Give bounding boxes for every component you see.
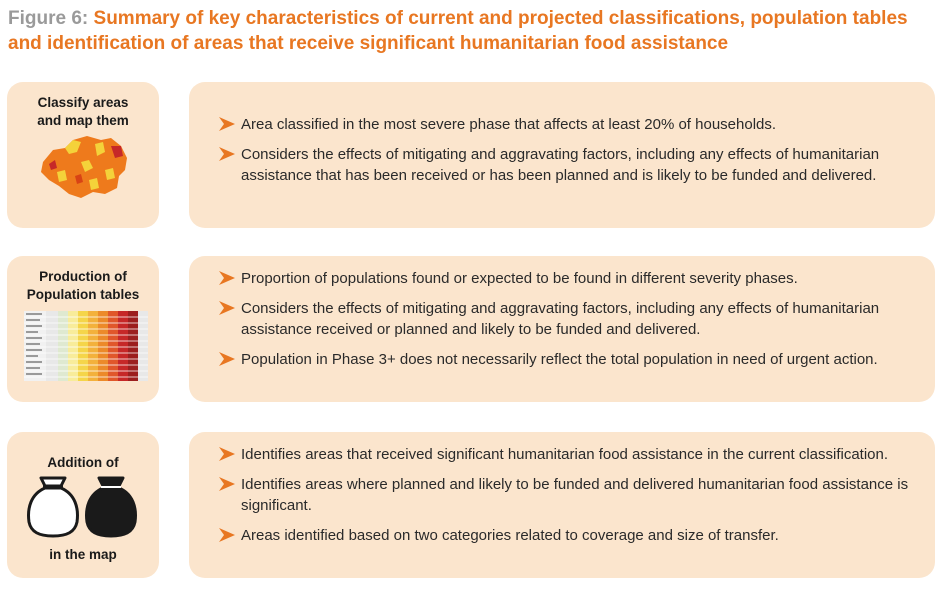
arrow-bullet-icon [219, 528, 235, 542]
bullet-text: Considers the effects of mitigating and aggravating factors, including any effects of humanitarian assistance that has been received or has been planned and is likely to be funded and delivered. [241, 146, 880, 184]
bullet-item [219, 349, 915, 370]
bullet-item [219, 298, 915, 340]
left-panel-title: Addition of [47, 455, 119, 470]
bullet-text: Identifies areas that received significant humanitarian food assistance in the current classification. [241, 446, 889, 463]
bullet-item [219, 114, 915, 135]
left-panel-bottom-label: in the map [49, 547, 117, 562]
bullet-item [219, 474, 915, 516]
bullet-text: Proportion of populations found or expected to be found in different severity phases. [241, 270, 798, 287]
right-panel-classify [189, 82, 935, 228]
bullet-item [219, 144, 915, 186]
row-classify-areas [7, 82, 935, 228]
row-population-tables [7, 256, 935, 402]
right-panel-population [189, 256, 935, 402]
arrow-bullet-icon [219, 352, 235, 366]
bullet-item [219, 268, 915, 289]
row-food-assistance [7, 432, 935, 578]
left-panel-title: Production of Population tables [26, 269, 140, 302]
left-panel-classify [7, 82, 159, 228]
black-food-bag-icon [87, 478, 136, 536]
figure-label: Figure 6: [8, 8, 89, 29]
figure-title-text: Summary of key characteristics of current and projected classifications, population tables and identification of areas that receive significant humanitarian food assistance [8, 8, 908, 54]
right-panel-food-assistance [189, 432, 935, 578]
bullet-item [219, 444, 915, 465]
left-panel-population [7, 256, 159, 402]
arrow-bullet-icon [219, 147, 235, 161]
bullet-text: Considers the effects of mitigating and aggravating factors, including any effects of humanitarian assistance received or planned and likely to be funded and delivered. [241, 300, 880, 338]
bullet-item [219, 525, 915, 546]
population-table-icon [24, 311, 148, 381]
figure-title [8, 6, 938, 56]
arrow-bullet-icon [219, 301, 235, 315]
bullet-text: Areas identified based on two categories related to coverage and size of transfer. [241, 527, 779, 544]
arrow-bullet-icon [219, 447, 235, 461]
arrow-bullet-icon [219, 271, 235, 285]
bullet-text: Identifies areas where planned and likely to be funded and delivered humanitarian food assistance is significant. [241, 476, 909, 514]
left-panel-title: Classify areas and map them [37, 95, 129, 128]
white-food-bag-icon [29, 478, 78, 536]
map-icon [35, 132, 135, 202]
left-panel-food-assistance [7, 432, 159, 578]
bullet-text: Population in Phase 3+ does not necessarily reflect the total population in need of urgent action. [241, 351, 878, 368]
arrow-bullet-icon [219, 477, 235, 491]
arrow-bullet-icon [219, 117, 235, 131]
bullet-text: Area classified in the most severe phase that affects at least 20% of households. [241, 116, 777, 133]
food-bag-icons [27, 474, 139, 538]
